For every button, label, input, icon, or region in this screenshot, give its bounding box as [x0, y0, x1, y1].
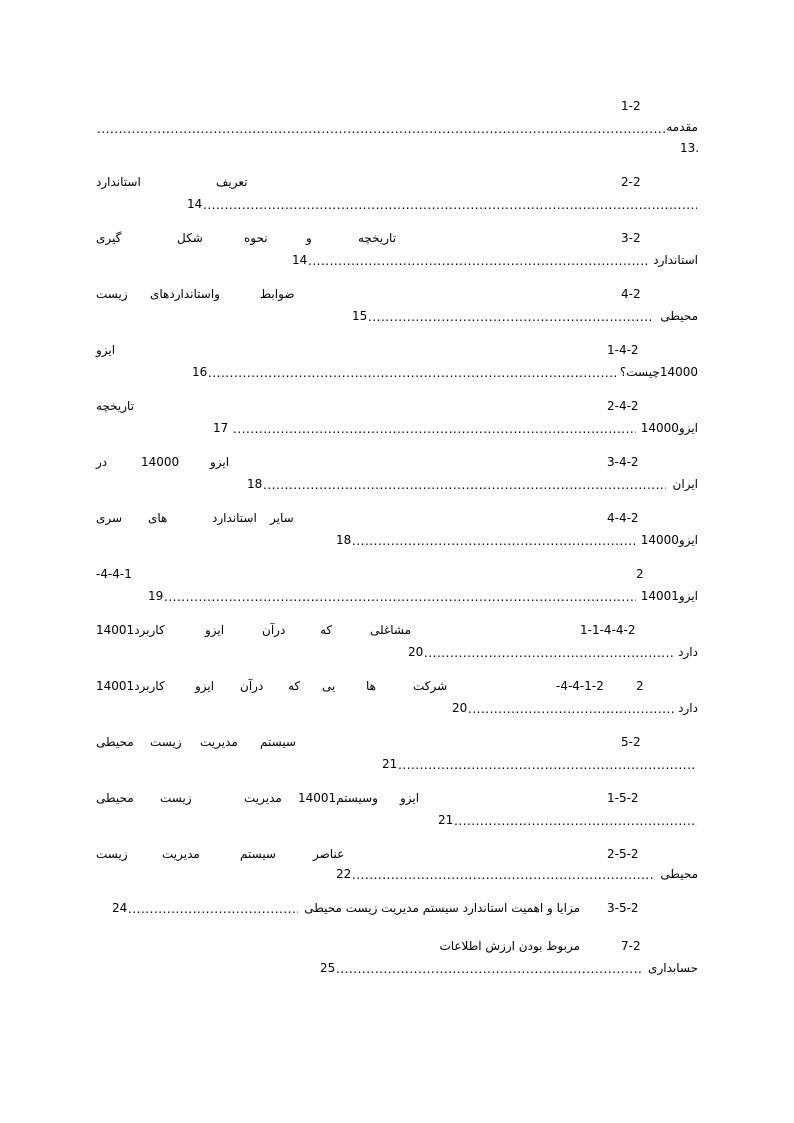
entry-word: که — [288, 679, 301, 693]
entry-number: 2 — [636, 567, 644, 581]
entry-word: شرکت — [413, 679, 448, 693]
dot-leader — [97, 121, 665, 137]
entry-number: 1-2 — [621, 99, 641, 113]
dot-leader — [352, 867, 654, 883]
page-number: 18 — [336, 533, 352, 547]
entry-word: ایزو — [195, 679, 215, 693]
entry-number: 4-2 — [621, 287, 641, 301]
entry-word: تاریخچه — [358, 231, 397, 245]
page-number: 15 — [352, 309, 368, 323]
entry-continuation: حسابداری — [648, 961, 698, 975]
entry-number: 3-2 — [621, 231, 641, 245]
entry-word: محیطی — [96, 791, 134, 805]
entry-number: 1-4-2 — [607, 343, 639, 357]
page-number: 17 — [213, 421, 229, 435]
entry-word: 14001کاربرد — [96, 623, 165, 637]
dot-leader — [263, 477, 666, 493]
dot-leader — [208, 365, 618, 381]
entry-number: 2-4-2 — [607, 399, 639, 413]
entry-number: 7-2 — [621, 939, 641, 953]
entry-continuation: 14000چیست؟ — [619, 365, 698, 379]
entry-number: 2-5-2 — [607, 847, 639, 861]
dot-leader — [308, 253, 650, 269]
entry-continuation: محیطی — [660, 867, 698, 881]
entry-number: 5-2 — [621, 735, 641, 749]
entry-word: مشاغلی — [370, 623, 412, 637]
entry-word: مدیریت — [162, 847, 200, 861]
entry-title: مربوط بودن ارزش اطلاعات — [439, 939, 580, 953]
page-number: 14 — [292, 253, 308, 267]
dot-leader — [352, 533, 636, 549]
dot-leader — [468, 701, 674, 717]
page-number: 21 — [438, 813, 454, 827]
dot-leader — [454, 813, 697, 829]
page-number: 16 — [192, 365, 208, 379]
entry-word: سیستم — [260, 735, 296, 749]
entry-word: تعریف — [216, 175, 248, 189]
page-number: 14 — [187, 197, 203, 211]
entry-word: یی — [322, 679, 336, 693]
entry-word: محیطی — [96, 735, 134, 749]
entry-word: 14000 — [141, 455, 180, 469]
dot-leader — [128, 901, 298, 917]
entry-word: شکل — [177, 231, 203, 245]
page-number: 20 — [408, 645, 424, 659]
entry-word: مدیریت — [200, 735, 238, 749]
dot-leader — [424, 645, 674, 661]
page-number: 20 — [452, 701, 468, 715]
entry-word: ایزو — [400, 791, 420, 805]
entry-word: استاندارد — [96, 175, 141, 189]
dot-leader — [398, 757, 697, 773]
entry-word: استاندارد — [212, 511, 257, 525]
entry-word: 14001کاربرد — [96, 679, 165, 693]
entry-number: 1-1-4-4-2 — [580, 623, 636, 637]
entry-continuation: دارد — [678, 701, 698, 715]
entry-word: در — [96, 455, 108, 469]
page-number: 18 — [247, 477, 263, 491]
entry-word: زیست — [96, 847, 128, 861]
entry-word: سیستم — [240, 847, 276, 861]
entry-word: واستانداردهای — [150, 287, 220, 301]
entry-number: 3-4-2 — [607, 455, 639, 469]
entry-word: که — [320, 623, 333, 637]
entry-continuation: ایران — [672, 477, 698, 491]
entry-word: ها — [366, 679, 376, 693]
entry-word: سری — [96, 511, 123, 525]
page-number: 24 — [112, 901, 128, 915]
entry-word: زیست — [150, 735, 182, 749]
entry-number-tail: -4-4-1-2 — [556, 679, 604, 693]
entry-word: تاریخچه — [96, 399, 135, 413]
entry-word: نحوه — [244, 231, 268, 245]
dot-leader — [368, 309, 654, 325]
dot-leader — [336, 961, 642, 977]
entry-number-tail: -4-4-1 — [96, 567, 132, 581]
entry-word: ایزو — [210, 455, 230, 469]
dot-leader — [233, 421, 636, 437]
entry-word: 14001وسیستم — [298, 791, 378, 805]
entry-word: های — [148, 511, 168, 525]
entry-number: 2-2 — [621, 175, 641, 189]
entry-word: زیست — [96, 287, 128, 301]
page-number: 13. — [680, 141, 700, 155]
entry-title: مقدمه — [666, 120, 698, 134]
page-number: 22 — [336, 867, 352, 881]
entry-number: 1-5-2 — [607, 791, 639, 805]
entry-word: ایزو — [96, 343, 116, 357]
entry-continuation: ایزو14000 — [640, 421, 698, 435]
dot-leader — [164, 589, 636, 605]
entry-continuation: استاندارد — [653, 253, 698, 267]
entry-word: درآن — [240, 679, 264, 693]
entry-word: و — [306, 231, 312, 245]
entry-number: 4-4-2 — [607, 511, 639, 525]
page-number: 25 — [320, 961, 336, 975]
entry-number: 2 — [636, 679, 644, 693]
page-number: 19 — [148, 589, 164, 603]
entry-continuation: ایزو14001 — [640, 589, 698, 603]
entry-continuation: محیطی — [660, 309, 698, 323]
entry-word: گیری — [96, 231, 122, 245]
entry-title: مزایا و اهمیت استاندارد سیستم مدیریت زیست محیطی — [304, 901, 580, 915]
entry-word: ضوابط — [260, 287, 295, 301]
entry-word: مدیریت — [244, 791, 282, 805]
entry-number: 3-5-2 — [607, 901, 639, 915]
entry-word: عناصر — [313, 847, 345, 861]
entry-continuation: دارد — [678, 645, 698, 659]
page-number: 21 — [382, 757, 398, 771]
entry-word: سایر — [270, 511, 294, 525]
entry-word: زیست — [160, 791, 192, 805]
entry-word: ایزو — [205, 623, 225, 637]
dot-leader — [203, 197, 697, 213]
entry-continuation: ایزو14000 — [640, 533, 698, 547]
entry-word: درآن — [262, 623, 286, 637]
